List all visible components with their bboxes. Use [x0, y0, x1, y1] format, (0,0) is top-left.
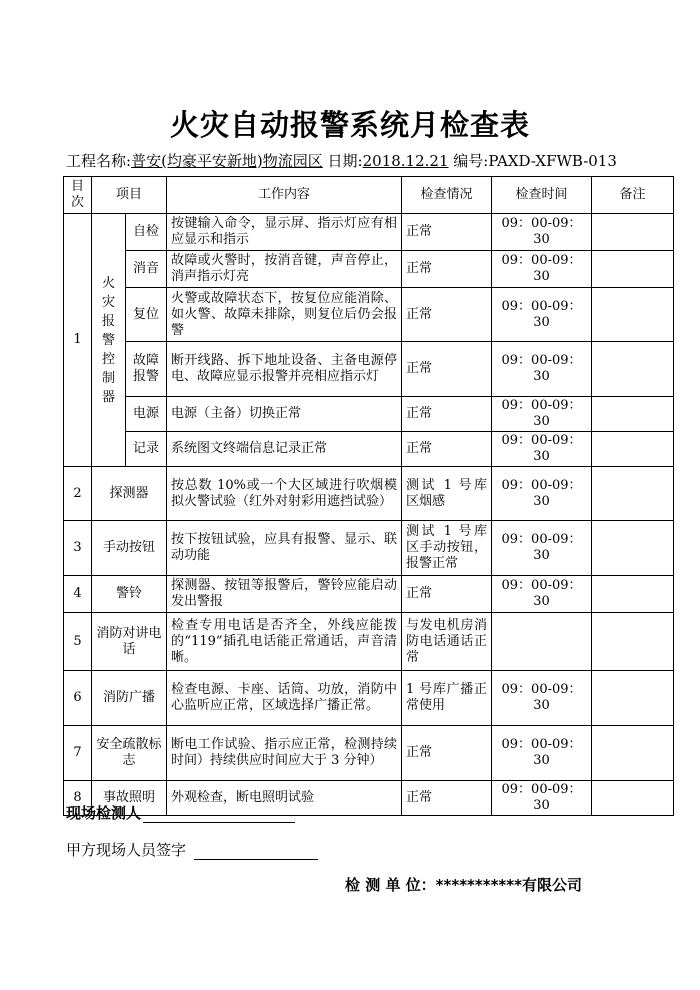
document-meta [66, 150, 617, 171]
project-value: 普安(均豪平安新地)物流园区 [131, 152, 323, 170]
row-status: 正常 [402, 576, 492, 613]
row-remark [592, 251, 674, 288]
code-value: PAXD-XFWB-013 [488, 152, 617, 170]
header-status: 检查情况 [402, 177, 492, 214]
inspection-organization [345, 874, 582, 895]
party-a-signature [66, 839, 318, 860]
table-row [64, 251, 674, 288]
row-seq: 7 [64, 726, 92, 781]
row-remark [592, 342, 674, 397]
row-seq: 5 [64, 613, 92, 671]
table-row [64, 576, 674, 613]
header-time: 检查时间 [492, 177, 592, 214]
row-time: 09：00-09：30 [492, 671, 592, 726]
row-subitem: 消音 [126, 251, 167, 288]
project-label: 工程名称: [66, 152, 132, 170]
org-label: 检 测 单 位： [345, 876, 436, 894]
inspector-signature-line[interactable] [143, 808, 295, 823]
row-status: 正常 [402, 432, 492, 467]
row-time: 09：00-09：30 [492, 781, 592, 816]
row-remark [592, 781, 674, 816]
row-status: 正常 [402, 251, 492, 288]
row-item: 消防广播 [92, 671, 167, 726]
row-status: 1 号库广播正常使用 [402, 671, 492, 726]
table-row [64, 342, 674, 397]
row-subitem: 自检 [126, 214, 167, 251]
row-remark [592, 288, 674, 342]
row-content: 系统图文终端信息记录正常 [167, 432, 402, 467]
row-time: 09：00-09：30 [492, 576, 592, 613]
row-time: 09：00-09：30 [492, 467, 592, 521]
row-seq: 2 [64, 467, 92, 521]
row-subitem: 记录 [126, 432, 167, 467]
row-item: 消防对讲电话 [92, 613, 167, 671]
header-seq: 目次 [64, 177, 92, 214]
table-row [64, 613, 674, 671]
table-row [64, 521, 674, 576]
row-status: 正常 [402, 342, 492, 397]
row-seq: 8 [64, 781, 92, 816]
org-value: ***********有限公司 [435, 876, 582, 894]
row-content: 断电工作试验、指示应正常，检测持续时间）持续供应时间应大于 3 分钟） [167, 726, 402, 781]
row-content: 断开线路、拆下地址设备、主备电源停电、故障应显示报警并亮相应指示灯 [167, 342, 402, 397]
row-status: 与发电机房消防电话通话正常 [402, 613, 492, 671]
row-content: 故障或火警时，按消音键，声音停止，消声指示灯亮 [167, 251, 402, 288]
row-status: 正常 [402, 397, 492, 432]
group-name: 火灾报警控制器 [92, 214, 126, 467]
row-subitem: 故障报警 [126, 342, 167, 397]
table-row [64, 432, 674, 467]
row-content: 探测器、按钮等报警后，警铃应能启动发出警报 [167, 576, 402, 613]
row-content: 检查专用电话是否齐全，外线应能拨的“119”插孔电话能正常通话，声音清晰。 [167, 613, 402, 671]
date-value: 2018.12.21 [362, 152, 449, 170]
row-status: 测试 1 号库区手动按钮，报警正常 [402, 521, 492, 576]
row-status: 正常 [402, 288, 492, 342]
party-a-label: 甲方现场人员签字 [66, 841, 187, 859]
row-time: 09：00-09：30 [492, 342, 592, 397]
row-remark [592, 576, 674, 613]
row-remark [592, 613, 674, 671]
table-row [64, 467, 674, 521]
date-label: 日期: [322, 152, 363, 170]
inspector-label: 现场检测人 [66, 804, 142, 822]
row-remark [592, 726, 674, 781]
table-row [64, 726, 674, 781]
inspection-table [63, 176, 674, 816]
row-content: 火警或故障状态下，按复位应能消除、如火警、故障未排除，则复位后仍会报警 [167, 288, 402, 342]
header-item: 项目 [92, 177, 167, 214]
row-status: 正常 [402, 726, 492, 781]
inspector-signature [66, 802, 295, 823]
row-subitem: 电源 [126, 397, 167, 432]
row-seq: 4 [64, 576, 92, 613]
row-time: 09：00-09：30 [492, 432, 592, 467]
row-status: 测试 1 号库区烟感 [402, 467, 492, 521]
row-content: 外观检查，断电照明试验 [167, 781, 402, 816]
row-content: 按下按钮试验，应具有报警、显示、联动功能 [167, 521, 402, 576]
header-remark: 备注 [592, 177, 674, 214]
row-status: 正常 [402, 781, 492, 816]
row-status: 正常 [402, 214, 492, 251]
row-time: 09：00-09：30 [492, 521, 592, 576]
row-item: 警铃 [92, 576, 167, 613]
row-seq: 1 [64, 214, 92, 467]
row-time: 09：00-09：30 [492, 726, 592, 781]
table-row [64, 214, 674, 251]
row-remark [592, 671, 674, 726]
row-time: 09：00-09：30 [492, 251, 592, 288]
table-header-row [64, 177, 674, 214]
row-item: 探测器 [92, 467, 167, 521]
header-content: 工作内容 [167, 177, 402, 214]
row-remark [592, 432, 674, 467]
row-time: 09：00-09：30 [492, 214, 592, 251]
row-content: 按键输入命令，显示屏、指示灯应有相应显示和指示 [167, 214, 402, 251]
row-time: 09：00-09：30 [492, 288, 592, 342]
row-seq: 6 [64, 671, 92, 726]
row-time [492, 613, 592, 671]
party-a-signature-line[interactable] [194, 845, 318, 860]
row-remark [592, 467, 674, 521]
row-seq: 3 [64, 521, 92, 576]
table-row [64, 288, 674, 342]
page-title: 火灾自动报警系统月检查表 [169, 108, 530, 142]
row-remark [592, 521, 674, 576]
row-time: 09：00-09：30 [492, 397, 592, 432]
code-label: 编号: [448, 152, 489, 170]
table-row [64, 671, 674, 726]
row-item: 事故照明 [92, 781, 167, 816]
row-item: 安全疏散标志 [92, 726, 167, 781]
row-content: 电源（主备）切换正常 [167, 397, 402, 432]
row-item: 手动按钮 [92, 521, 167, 576]
table-row [64, 397, 674, 432]
row-content: 按总数 10%或一个大区域进行吹烟模拟火警试验（红外对射彩用遮挡试验） [167, 467, 402, 521]
row-content: 检查电源、卡座、话筒、功放，消防中心监听应正常，区域选择广播正常。 [167, 671, 402, 726]
row-subitem: 复位 [126, 288, 167, 342]
row-remark [592, 214, 674, 251]
row-remark [592, 397, 674, 432]
